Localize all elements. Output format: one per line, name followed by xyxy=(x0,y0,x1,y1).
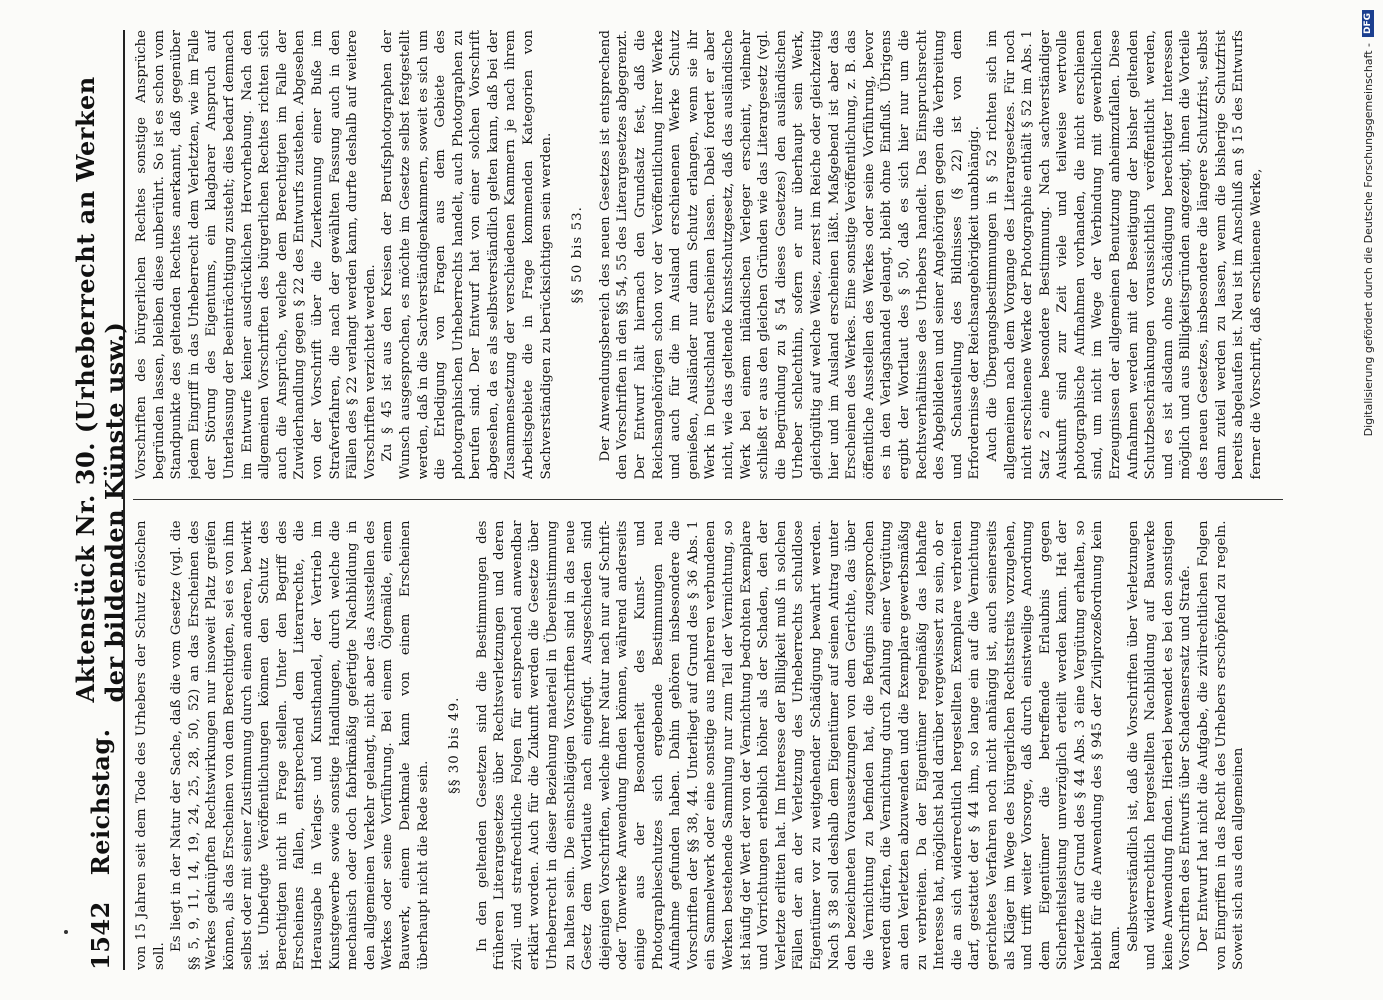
credit-text: Digitalisierung gefördert durch die Deutsche Forschungsgemeinschaft - xyxy=(1361,43,1375,437)
column-left xyxy=(133,521,1283,971)
paragraph: Auch die Übergangsbestimmungen in § 52 richten sich im allgemeinen nach dem Vorgange des Literargesetzes. Für noch nicht erschienene Werke der Photographie enthält § 52 im Abs. 1 Satz 2 eine besondere Bestimmung. Nach sachverständiger Auskunft sind zur Zeit viele und teilweise wertvolle photographische Aufnahmen vorhanden, die nicht erschienen sind, um nicht im Wege der Verbindung mit gewerblichen Erzeugnissen der allgemeinen Benutzung anheimzufallen. Diese Aufnahmen werden mit der Beseitigung der bisher geltenden Schutzbeschränkungen voraussichtlich veröffentlicht werden, und es ist alsdann ohne Schädigung berechtigter Interessen möglich und aus Billigkeitsgründen angezeigt, ihnen die Vorteile des neuen Gesetzes, insbesondere die längere Schutzfrist, selbst dann zuteil werden zu lassen, wenn die bisherige Schutzfrist bereits abgelaufen ist. Neu ist im Anschluß an § 15 des Entwurfs ferner die Vorschrift, daß erschienene Werke, xyxy=(984,30,1264,480)
paragraph: Es liegt in der Natur der Sache, daß die vom Gesetze (vgl. die §§ 5, 9, 11, 14, 19, 24, 25, 28, 50, 52) an das Erscheinen des Werkes geknüpften Rechtswirkungen nur insoweit Platz greifen können, als das Erscheinen von dem Berechtigten, sei es von ihm selbst oder mit seiner Zustimmung durch einen anderen, bewirkt ist. Unbefugte Veröffentlichungen können den Schutz des Berechtigten nicht in Frage stellen. Unter den Begriff des Erscheinens fallen, entsprechend dem Literarrechte, die Herausgabe in Verlags- und Kunsthandel, der Vertrieb im Kunstgewerbe sowie sonstige Handlungen, durch welche die mechanisch oder doch fabrikmäßig gefertigte Nachbildung in den allgemeinen Verkehr gelangt, nicht aber das Ausstellen des Werkes oder seine Vorführung. Bei einem Ölgemälde, einem Bauwerk, einem Denkmale kann von einem Erscheinen überhaupt nicht die Rede sein. xyxy=(168,520,430,970)
running-title: Aktenstück Nr. 30. (Urheberrecht an Werken der bildenden Künste usw.) xyxy=(70,76,129,703)
paragraph: Der Entwurf hat nicht die Aufgabe, die zivilrechtlichen Folgen von Eingriffen in das Recht des Urhebers erschöpfend zu regeln. Soweit sich aus den allgemeinen xyxy=(1195,520,1246,970)
paragraph: von 15 Jahren seit dem Tode des Urhebers der Schutz erlöschen soll. xyxy=(133,520,167,970)
paragraph: In den geltenden Gesetzen sind die Bestimmungen des früheren Literargesetzes über Rechtsverletzungen und deren zivil- und strafrechtliche Folgen für entsprechend anwendbar erklärt worden. Auch für die Zukunft werden die Gesetze über Urheberrecht in dieser Beziehung materiell in Übereinstimmung zu halten sein. Die einschlägigen Vorschriften sind in das neue Gesetz dem Wortlaute nach eingefügt. Ausgeschieden sind diejenigen Vorschriften, welche ihrer Natur nach nur auf Schrift- oder Tonwerke Anwendung finden können, während anderseits einige aus der Besonderheit des Kunst- und Photographieschutzes sich ergebende Bestimmungen neu Aufnahme gefunden haben. Dahin gehören insbesondere die Vorschriften der §§ 38, 44. Unterliegt auf Grund des § 36 Abs. 1 ein Sammelwerk oder eine sonstige aus mehreren verbundenen Werken bestehende Sammlung nur zum Teil der Vernichtung, so ist häufig der Wert der von der Vernichtung bedrohten Exemplare und Vorrichtungen erheblich höher als der Schaden, den der Verletzte erlitten hat. Im Interesse der Billigkeit muß in solchen Fällen der an der Verletzung des Urheberrechts schuldlose Eigentümer vor zu weitgehender Schädigung bewahrt werden. Nach § 38 soll deshalb dem Eigentümer auf seinen Antrag unter den bezeichneten Voraussetzungen von dem Gerichte, das über die Vernichtung zu befinden hat, die Befugnis zugesprochen werden dürfen, die Vernichtung durch Zahlung einer Vergütung an den Verletzten abzuwenden und die Exemplare gewerbsmäßig zu verbreiten. Da der Eigentümer regelmäßig das lebhafte Interesse hat, möglichst bald darüber vergewissert zu sein, ob er die an sich widerrechtlich hergestellten Exemplare verbreiten darf, gestattet der § 44 ihm, so lange ein auf die Vernichtung gerichtetes Verfahren noch nicht anhängig ist, auch seinerseits als Kläger im Wege des bürgerlichen Rechtsstreits vorzugehen, und trifft weiter Vorsorge, daß durch einstweilige Anordnung dem Eigentümer die betreffende Erlaubnis gegen Sicherheitsleistung unverzüglich erteilt werden kann. Hat der Verletzte auf Grund des § 44 Abs. 3 eine Vergütung erhalten, so bleibt für die Anwendung des § 945 der Zivilprozeßordnung kein Raum. xyxy=(474,520,1123,970)
paragraph: Der Anwendungsbereich des neuen Gesetzes ist entsprechend den Vorschriften in den §§ 54, 55 des Literargesetzes abgegrenzt. Der Entwurf hält hiernach den Grundsatz fest, daß die Reichsangehörigen schon vor der Veröffentlichung ihrer Werke und auch für die im Ausland erschienenen Werke Schutz genießen, Ausländer nur dann Schutz erlangen, wenn sie ihr Werk in Deutschland erscheinen lassen. Dabei fordert er aber nicht, wie das geltende Kunstschutzgesetz, daß das ausländische Werk bei einem inländischen Verleger erscheint, vielmehr schließt er aus den gleichen Gründen wie das Literargesetz (vgl. die Begründung zu § 54 dieses Gesetzes) den ausländischen Urheber schlechthin, sofern er nur überhaupt sein Werk, gleichgültig auf welche Weise, zuerst im Reiche oder gleichzeitig hier und im Ausland erscheinen läßt. Maßgebend ist aber das Erscheinen des Werkes. Eine sonstige Veröffentlichung, z. B. das öffentliche Ausstellen des Werkes oder seine Vorführung, bevor es in den Verlagshandel gelangt, bleibt ohne Einfluß. Übrigens ergibt der Wortlaut des § 50, daß es sich hier nur um die Rechtsverhältnisse des Urhebers handelt. Das Einspruchsrecht des Abgebildeten und seiner Angehörigen gegen die Verbreitung und Schaustellung des Bildnisses (§ 22) ist von dem Erfordernisse der Reichsangehörigkeit unabhängig. xyxy=(597,30,982,480)
section-heading: §§ 50 bis 53. xyxy=(569,206,585,304)
page-number: 1542 xyxy=(85,901,114,970)
header-source: Reichstag. xyxy=(85,728,114,876)
column-divider xyxy=(133,500,1283,501)
text-columns xyxy=(133,30,1283,970)
page-header xyxy=(70,30,129,970)
column-right xyxy=(133,30,1283,480)
dfg-logo: DFG xyxy=(1362,10,1374,37)
paragraph: Zu § 45 ist aus den Kreisen der Berufsphotographen der Wunsch ausgesprochen, es möchte im Gesetze selbst festgestellt werden, daß in die Sachverständigenkammern, soweit es sich um die Erledigung von Fragen aus dem Gebiete des photographischen Urheberrechts handelt, auch Photographen zu berufen sind. Der Entwurf hat von einer solchen Vorschrift abgesehen, da es als selbstverständlich gelten kann, daß bei der Zusammensetzung der verschiedenen Kammern je nach ihrem Arbeitsgebiete die in Frage kommenden Kategorien von Sachverständigen zu berücksichtigen sein werden. xyxy=(379,30,554,480)
paragraph: Vorschriften des bürgerlichen Rechtes sonstige Ansprüche begründen lassen, bleiben diese unberührt. So ist es schon vom Standpunkte des geltenden Rechtes anerkannt, daß gegenüber jedem Eingriff in das Urheberrecht dem Verletzten, wie im Falle der Störung des Eigentums, ein klagbarer Anspruch auf Unterlassung der Beeinträchtigung zusteht; dies bedarf demnach im Entwurfe keiner ausdrücklichen Hervorhebung. Nach den allgemeinen Vorschriften des bürgerlichen Rechtes richten sich auch die Ansprüche, welche dem Berechtigten im Falle der Zuwiderhandlung gegen § 22 des Entwurfs zustehen. Abgesehen von der Vorschrift über die Zuerkennung einer Buße im Strafverfahren, die nach der gewählten Fassung auch in den Fällen des § 22 verlangt werden kann, durfte deshalb auf weitere Vorschriften verzichtet werden. xyxy=(133,30,378,480)
paragraph: Selbstverständlich ist, daß die Vorschriften über Verletzungen und widerrechtlich hergestellten Nachbildung auf Bauwerke keine Anwendung finden. Hierbei bewendet es bei den sonstigen Vorschriften des Entwurfs über Schadensersatz und Strafe. xyxy=(1125,520,1193,970)
section-heading: §§ 30 bis 49. xyxy=(446,696,462,794)
digitization-credit xyxy=(1359,10,1377,990)
rotated-page xyxy=(67,30,1297,970)
